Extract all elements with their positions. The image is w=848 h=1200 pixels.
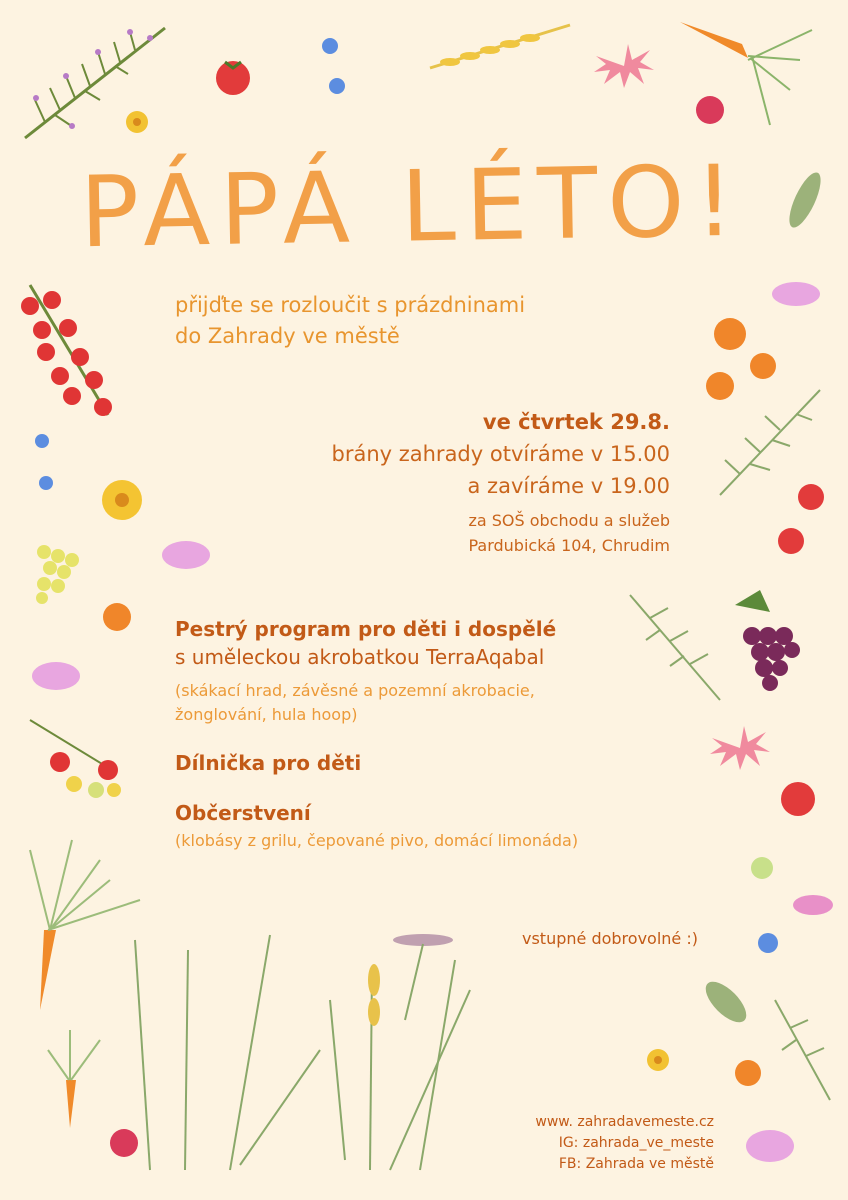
program-note [175, 679, 695, 727]
refreshments-note: (klobásy z grilu, čepované pivo, domácí limonáda) [175, 831, 579, 850]
event-place [331, 508, 670, 558]
event-open-time: brány zahrady otvíráme v 15.00 [331, 442, 670, 466]
page-title: PÁPÁ LÉTO! [79, 144, 745, 271]
event-info [331, 406, 670, 558]
program-heading: Pestrý program pro děti i dospělé [175, 617, 557, 641]
wheat-icon [430, 25, 570, 68]
workshop-heading: Dílnička pro děti [175, 751, 362, 775]
intro-text [175, 290, 525, 352]
cherry-tomato-vine-icon [21, 285, 121, 798]
entry-fee: vstupné dobrovolné :) [522, 929, 698, 948]
place-line-2: Pardubická 104, Chrudim [468, 536, 670, 555]
intro-line-2: do Zahrady ve městě [175, 324, 400, 348]
program-note-line-2: žonglování, hula hoop) [175, 705, 358, 724]
tomato-icon [751, 484, 824, 879]
event-date: ve čtvrtek 29.8. [482, 410, 670, 434]
grass-icon [135, 935, 470, 1170]
carrot-icon [30, 840, 140, 1128]
contacts [535, 1112, 714, 1175]
program-subheading: s uměleckou akrobatkou TerraAqabal [175, 645, 545, 669]
website-link[interactable]: www. zahradavemeste.cz [535, 1114, 714, 1130]
intro-line-1: přijďte se rozloučit s prázdninami [175, 293, 526, 317]
place-line-1: za SOŠ obchodu a služeb [468, 511, 670, 530]
refreshments-heading: Občerstvení [175, 801, 311, 825]
tomato-icon [216, 61, 250, 95]
facebook-page[interactable]: FB: Zahrada ve městě [558, 1156, 714, 1172]
program-section [175, 615, 695, 853]
yarrow-icon [393, 934, 453, 1020]
instagram-handle[interactable]: IG: zahrada_ve_meste [558, 1135, 714, 1151]
wheat-icon [368, 964, 380, 1026]
program-note-line-1: (skákací hrad, závěsné a pozemní akrobacie, [175, 681, 535, 700]
event-close-time: a zavíráme v 19.00 [467, 474, 670, 498]
